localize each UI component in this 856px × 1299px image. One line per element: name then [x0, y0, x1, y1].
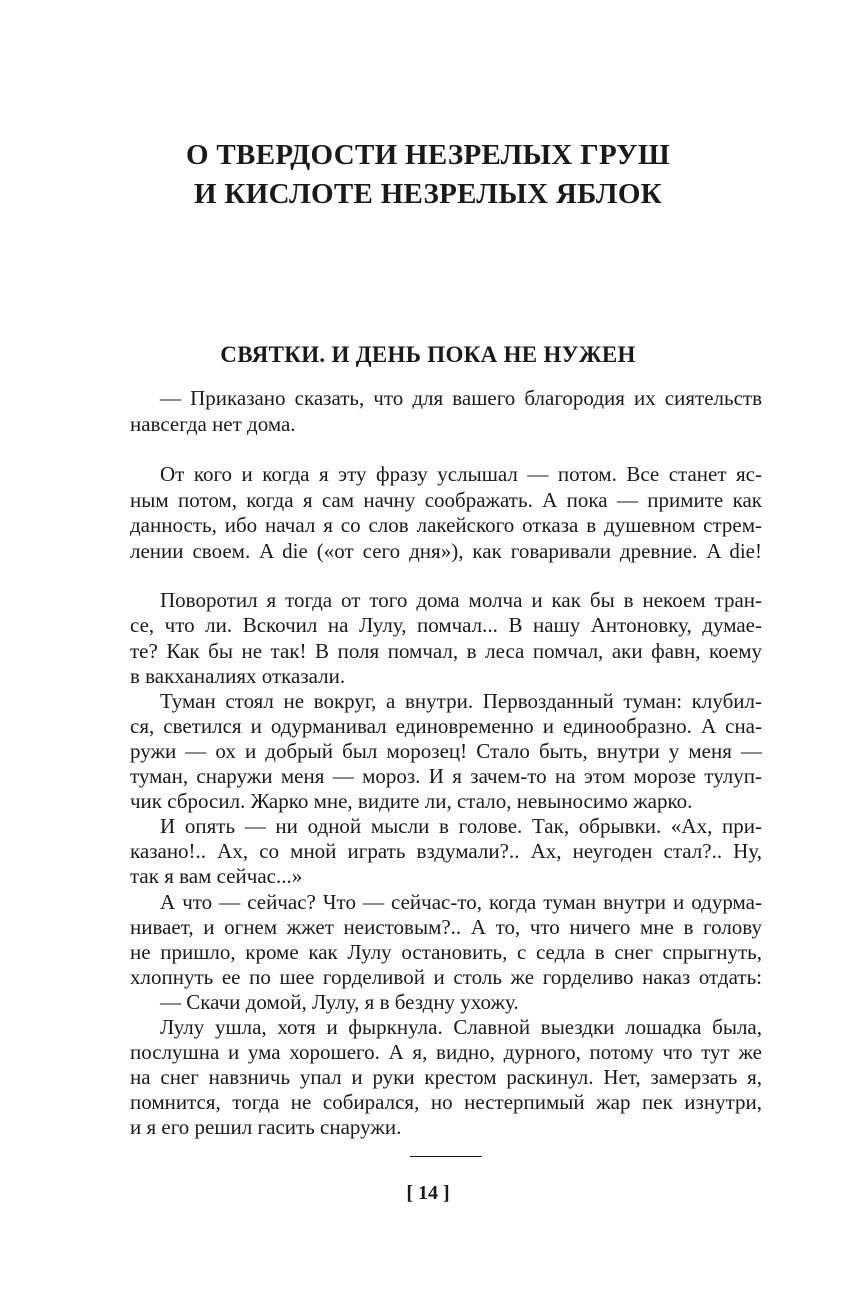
- part-title-line-1: О ТВЕРДОСТИ НЕЗРЕЛЫХ ГРУШ: [186, 139, 670, 171]
- text-line: ружи — ох и добрый был морозец! Стало быть, внутри у меня —: [130, 739, 762, 763]
- text-line: послушна и ума хорошего. А я, видно, дурного, потому что тут же: [130, 1040, 762, 1064]
- text-line: и я его решил гасить снаружи.: [130, 1115, 402, 1139]
- text-line: Лулу ушла, хотя и фыркнула. Славной выездки лошадка была,: [160, 1015, 762, 1039]
- text-line: нивает, и огнем жжет неистовым?.. А то, что ничего мне в голову: [130, 915, 762, 939]
- text-line: на снег навзничь упал и руки крестом раскинул. Нет, замерзать я,: [130, 1065, 762, 1089]
- text-line: в вакханалиях отказали.: [130, 664, 346, 688]
- text-line: И опять — ни одной мысли в голове. Так, обрывки. «Ах, при-: [160, 814, 762, 838]
- text-line: ным потом, когда я сам начну соображать. А пока — примите как: [130, 488, 762, 512]
- part-title: [0, 136, 856, 214]
- text-line: навсегда нет дома.: [130, 412, 296, 436]
- footer-divider: [410, 1156, 482, 1157]
- text-line: — Скачи домой, Лулу, я в бездну ухожу.: [160, 990, 519, 1014]
- text-line: казано!.. Ах, со мной играть вздумали?.. Ах, неугоден стал?.. Ну,: [130, 839, 762, 863]
- chapter-title: СВЯТКИ. И ДЕНЬ ПОКА НЕ НУЖЕН: [220, 342, 636, 367]
- text-line: те? Как бы не так! В поля помчал, в леса помчал, аки фавн, коему: [130, 639, 762, 663]
- text-line: А что — сейчас? Что — сейчас-то, когда туман внутри и одурма-: [160, 890, 762, 914]
- text-line: помнится, тогда не собирался, но нестерпимый жар пек изнутри,: [130, 1090, 762, 1114]
- text-line: чик сбросил. Жарко мне, видите ли, стало, невыносимо жарко.: [130, 789, 693, 813]
- text-line: так я вам сейчас...»: [130, 864, 303, 888]
- text-line: се, что ли. Вскочил на Лулу, помчал... В нашу Антоновку, думае-: [130, 613, 762, 637]
- text-line: хлопнуть ее по шее горделивой и столь же горделиво наказ отдать:: [130, 965, 762, 989]
- text-line: Туман стоял не вокруг, а внутри. Первозданный туман: клубил-: [160, 689, 762, 713]
- text-line: Поворотил я тогда от того дома молча и как бы в некоем тран-: [160, 588, 762, 612]
- page-number: [ 14 ]: [406, 1182, 450, 1204]
- text-line: туман, снаружи меня — мороз. И я зачем-то на этом морозе тулуп-: [130, 764, 762, 788]
- text-line: не пришло, кроме как Лулу остановить, с седла в снег спрыгнуть,: [130, 940, 762, 964]
- text-line: От кого и когда я эту фразу услышал — потом. Все станет яс-: [160, 462, 762, 486]
- text-line: данность, ибо начал я со слов лакейского отказа в душевном стрем-: [130, 513, 762, 537]
- text-line: — Приказано сказать, что для вашего благородия их сиятельств: [160, 386, 762, 410]
- text-line: ся, светился и одурманивал единовременно и единообразно. А сна-: [130, 714, 762, 738]
- text-line: лении своем. A die («от сего дня»), как говаривали древние. A die!: [130, 539, 762, 563]
- part-title-line-2: И КИСЛОТЕ НЕЗРЕЛЫХ ЯБЛОК: [193, 178, 662, 210]
